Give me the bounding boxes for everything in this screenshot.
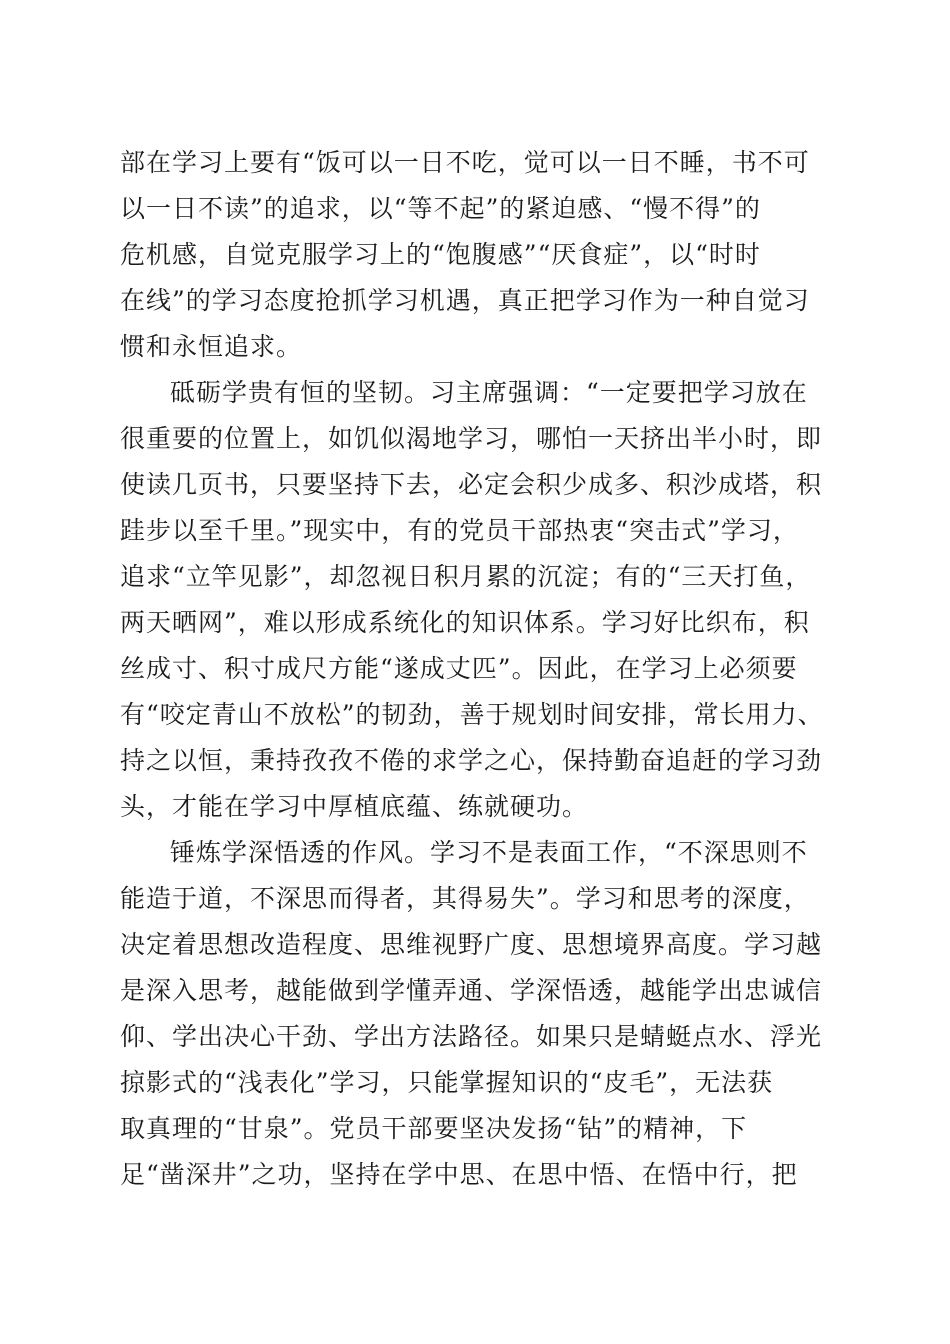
text-line: 取真理的“甘泉”。党员干部要坚决发扬“钻”的精神，下 xyxy=(120,1114,748,1143)
body-text xyxy=(120,140,832,1198)
text-line: 能造于道，不深思而得者，其得易失”。学习和思考的深度， xyxy=(120,884,810,913)
text-line: 有“咬定青山不放松”的韧劲，善于规划时间安排，常长用力、 xyxy=(120,700,824,729)
text-line: 丝成寸、积寸成尺方能“遂成丈匹”。因此，在学习上必须要 xyxy=(120,654,798,683)
text-line: 使读几页书，只要坚持下去，必定会积少成多、积沙成塔，积 xyxy=(120,470,823,499)
text-line: 危机感，自觉克服学习上的“饱腹感”“厌食症”，以“时时 xyxy=(120,240,761,269)
text-line: 以一日不读”的追求，以“等不起”的紧迫感、“慢不得”的 xyxy=(120,194,761,223)
text-line: 追求“立竿见影”，却忽视日积月累的沉淀；有的“三天打鱼， xyxy=(120,562,812,591)
text-line: 部在学习上要有“饭可以一日不吃，觉可以一日不睡，书不可 xyxy=(120,148,810,177)
text-line: 头，才能在学习中厚植底蕴、练就硬功。 xyxy=(120,792,589,821)
text-line: 两天晒网”，难以形成系统化的知识体系。学习好比织布，积 xyxy=(120,608,810,637)
text-line: 是深入思考，越能做到学懂弄通、学深悟透，越能学出忠诚信 xyxy=(120,976,823,1005)
paragraph-heading-line: 锤炼学深悟透的作风。学习不是表面工作，“不深思则不 xyxy=(170,838,808,867)
text-line: 仰、学出决心干劲、学出方法路径。如果只是蜻蜓点水、浮光 xyxy=(120,1022,823,1051)
text-line: 很重要的位置上，如饥似渴地学习，哪怕一天挤出半小时，即 xyxy=(120,424,823,453)
text-line: 跬步以至千里。”现实中，有的党员干部热衷“突击式”学习， xyxy=(120,516,799,545)
text-line: 持之以恒，秉持孜孜不倦的求学之心，保持勤奋追赶的学习劲 xyxy=(120,746,823,775)
text-line: 足“凿深井”之功，坚持在学中思、在思中悟、在悟中行，把 xyxy=(120,1160,798,1189)
paragraph-heading-line: 砥砺学贵有恒的坚韧。习主席强调：“一定要把学习放在 xyxy=(170,378,808,407)
text-line: 惯和永恒追求。 xyxy=(120,332,303,361)
text-line: 掠影式的“浅表化”学习，只能掌握知识的“皮毛”，无法获 xyxy=(120,1068,774,1097)
text-line: 决定着思想改造程度、思维视野广度、思想境界高度。学习越 xyxy=(120,930,823,959)
text-line: 在线”的学习态度抢抓学习机遇，真正把学习作为一种自觉习 xyxy=(120,286,810,315)
